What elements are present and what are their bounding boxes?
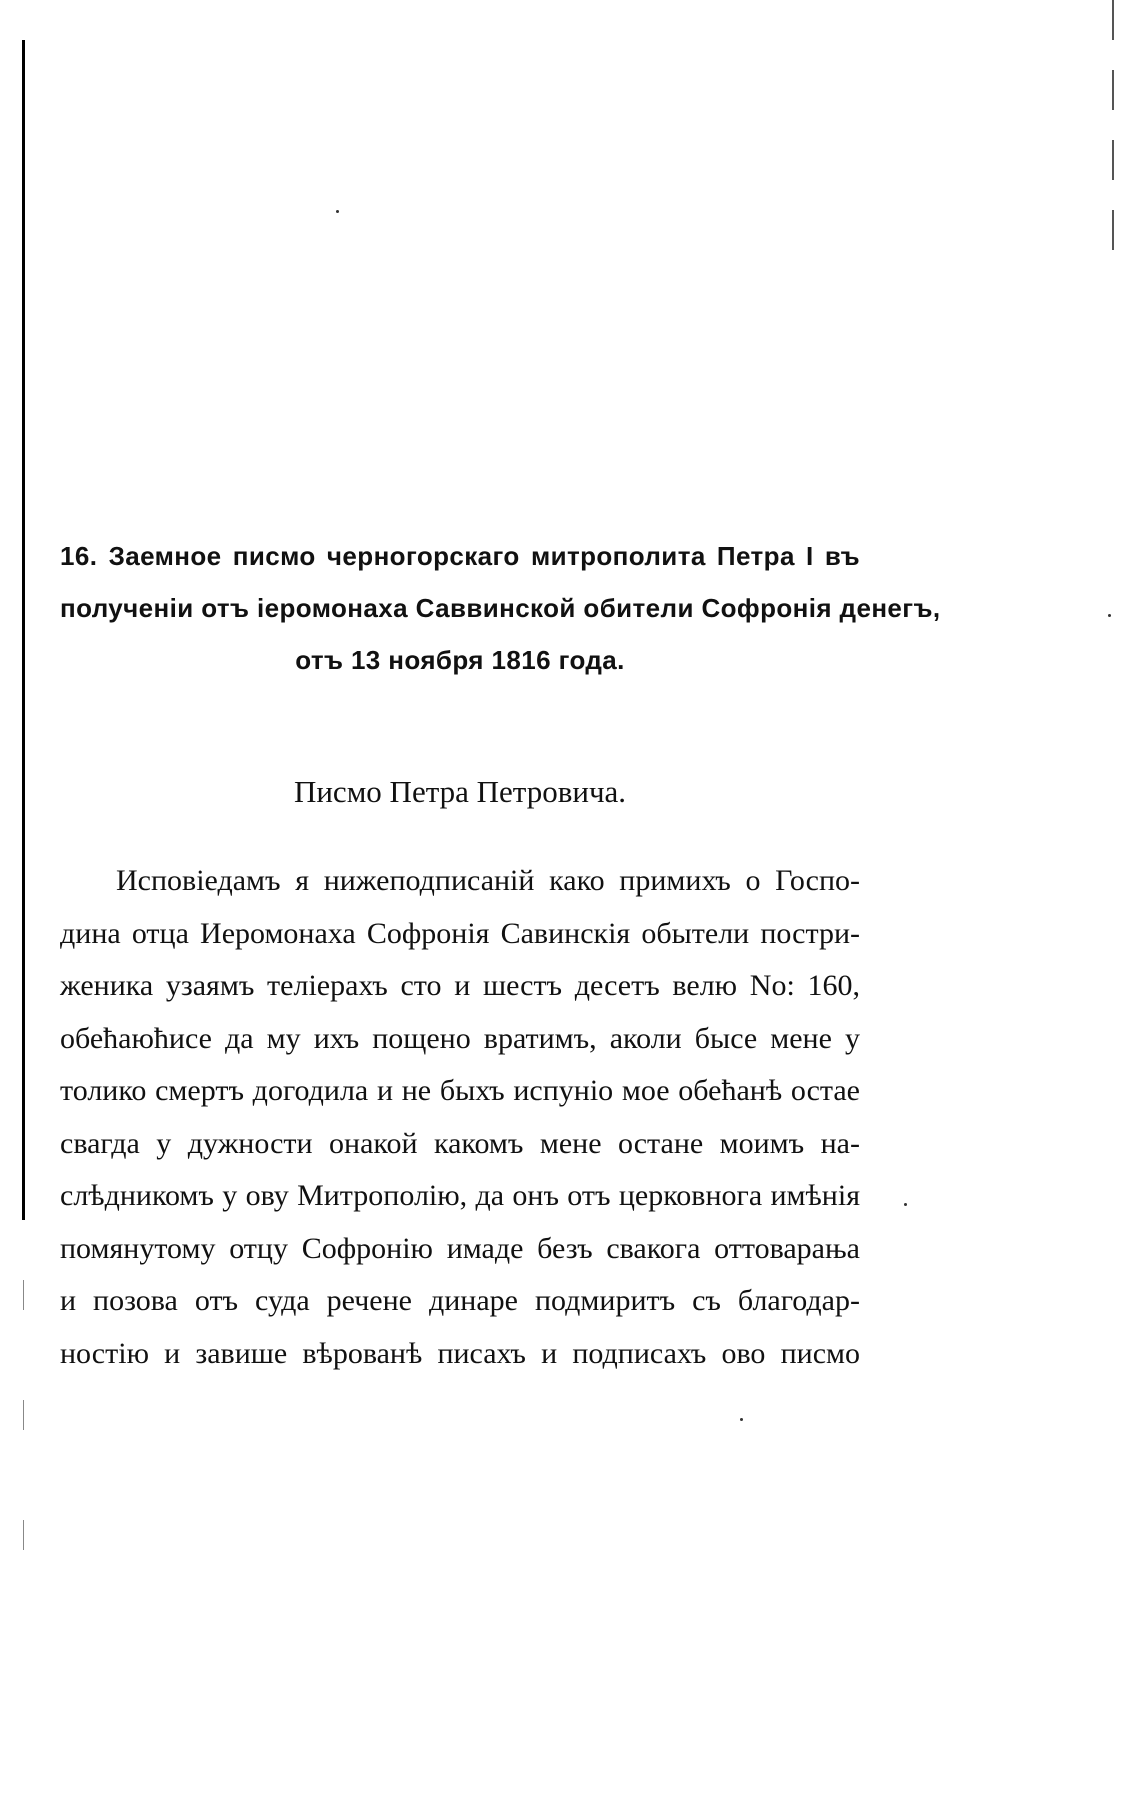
body-line: и позова отъ суда речене динаре подмиритъ съ благодар-	[60, 1284, 860, 1317]
document-heading	[60, 530, 941, 686]
body-line: дина отца Иеромонаха Софронія Савинскія обытели постри-	[60, 916, 860, 950]
body-line: Исповіедамъ я нижеподписаній како примихъ о Госпо-	[116, 864, 860, 897]
body-line: ностію и завише вѣрованѣ писахъ и подписахъ ово писмо	[60, 1336, 860, 1370]
body-line: свагда у дужности онакой какомъ мене остане моимъ на-	[60, 1126, 860, 1160]
letter-body	[60, 855, 860, 1380]
heading-line: полученіи отъ іеромонаха Саввинской обители Софронія денегъ,	[60, 593, 941, 623]
scan-speck	[740, 1418, 743, 1421]
letter-title: Писмо Петра Петровича.	[293, 774, 627, 809]
scan-edge-left-faint	[23, 1280, 24, 1640]
heading-line: 16. Заемное писмо черногорскаго митрополита Петра I въ	[60, 541, 860, 571]
body-line: толико смертъ догодила и не быхъ испуніо мое обећанѣ остае	[60, 1074, 860, 1107]
scan-edge-right	[1112, 0, 1114, 260]
body-line: женика узаямъ теліерахъ сто и шестъ десетъ велю No: 160,	[60, 969, 860, 1002]
body-line: помянутому отцу Софронію имаде безъ свакога оттоварања	[60, 1231, 860, 1265]
body-line: обећаюћисе да му ихъ пощено вратимъ, аколи бысе мене у	[60, 1021, 860, 1055]
body-line: слѣдникомъ у ову Митрополію, да онъ отъ церковнога имѣнія	[60, 1179, 860, 1212]
scan-speck	[1108, 614, 1111, 617]
heading-line: отъ 13 ноября 1816 года.	[295, 645, 625, 675]
scan-speck	[904, 1203, 907, 1206]
scan-edge-left	[22, 40, 25, 1220]
scan-speck	[336, 210, 339, 213]
